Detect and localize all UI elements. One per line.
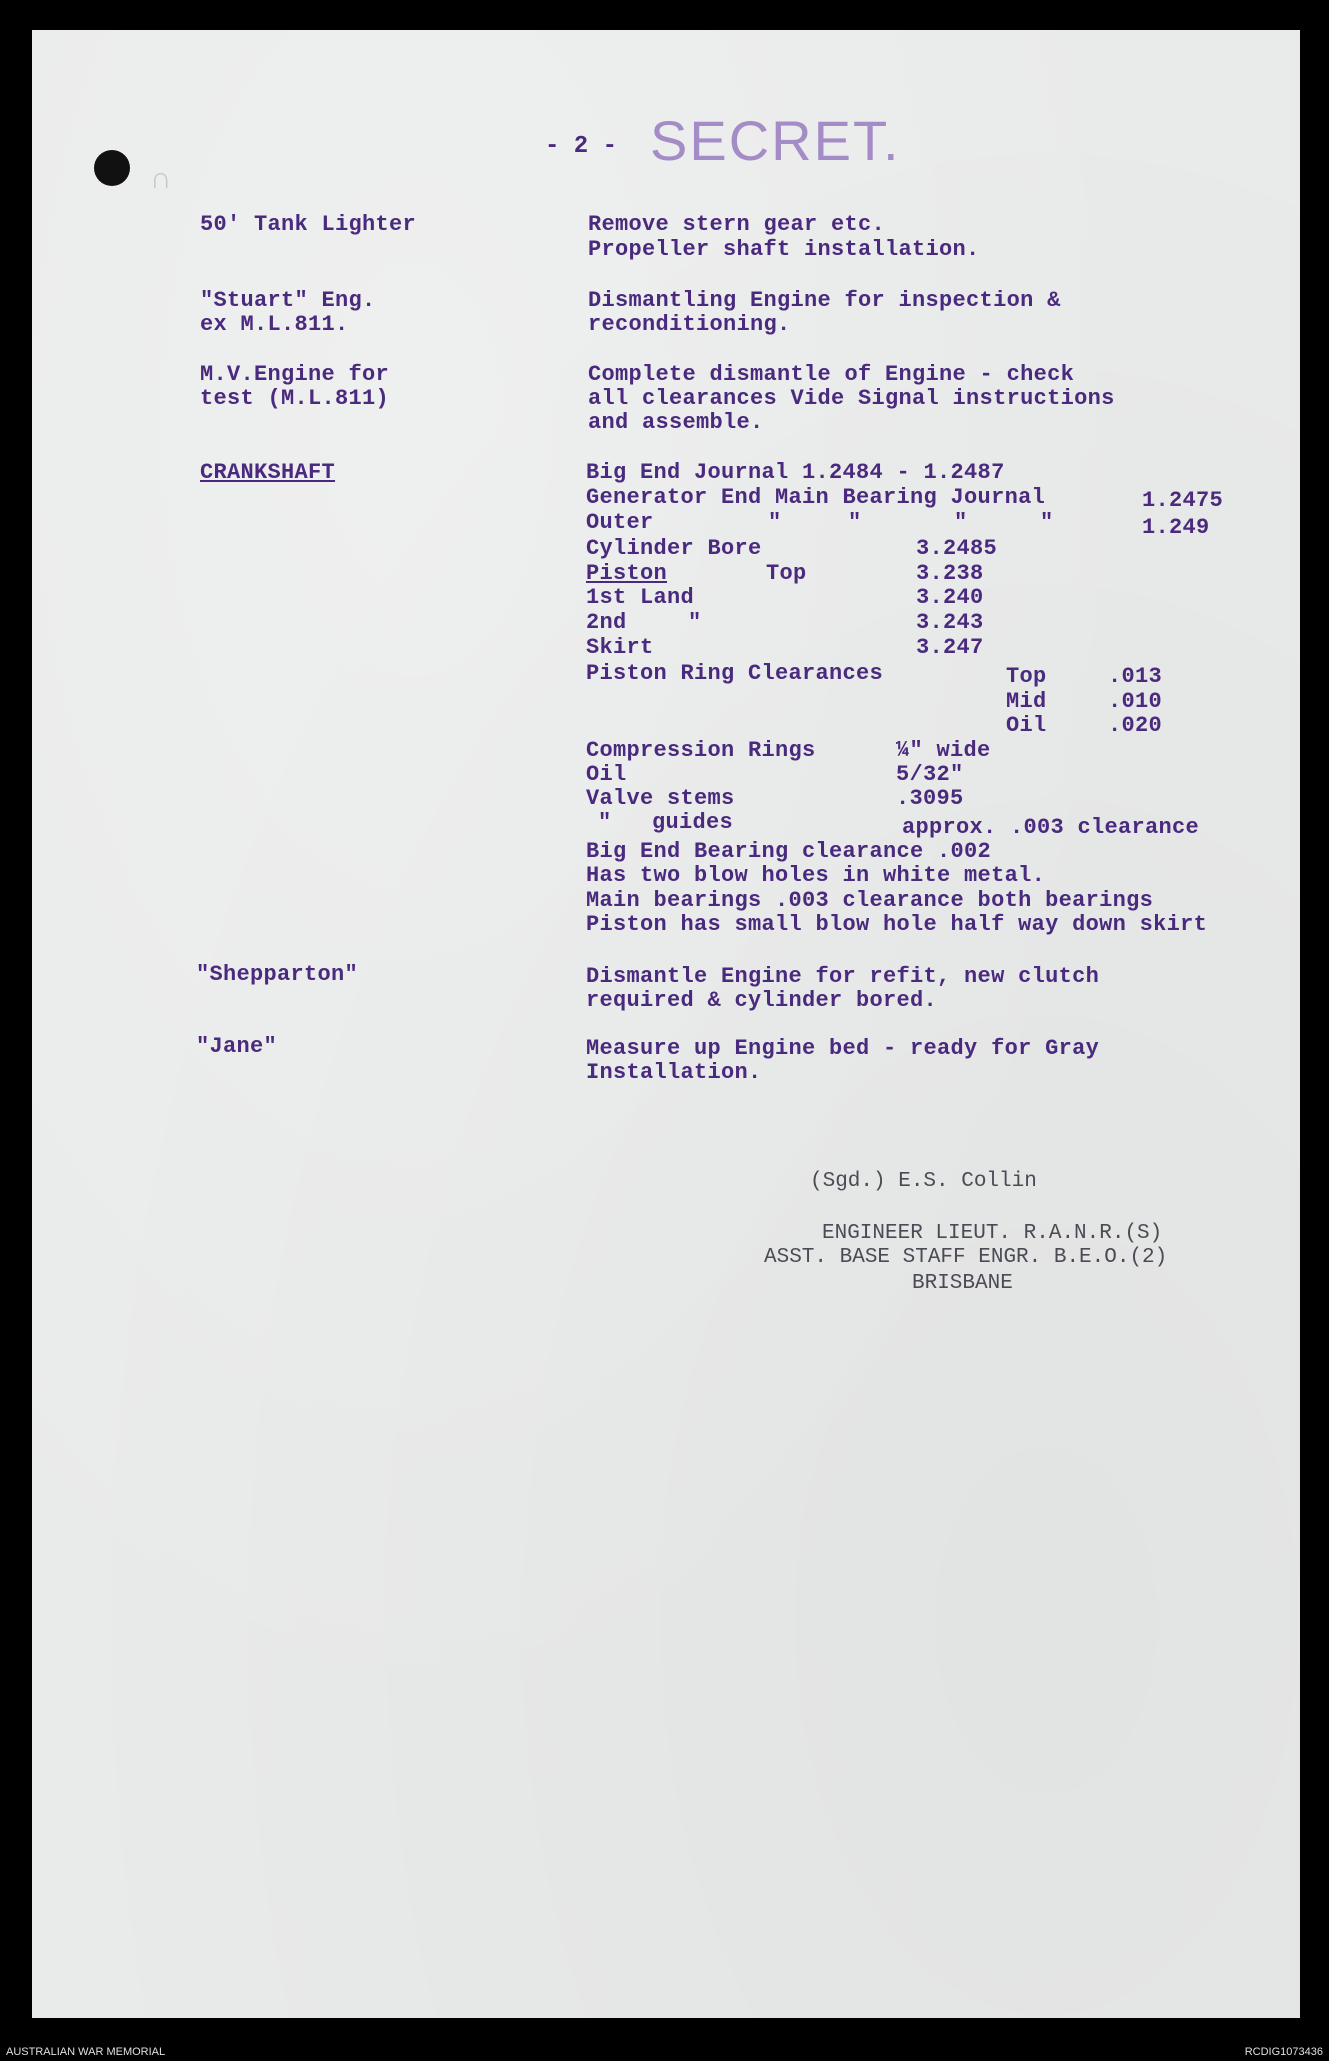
- cylinder-bore-value: 3.2485: [916, 536, 998, 561]
- note-line: Big End Bearing clearance .002: [586, 839, 992, 864]
- compression-rings-value: ¼" wide: [896, 738, 991, 763]
- item-label-mv-engine: M.V.Engine for: [200, 362, 390, 387]
- note-line: Main bearings .003 clearance both bearings: [586, 888, 1154, 913]
- item-label-stuart: ex M.L.811.: [200, 312, 349, 337]
- item-label-jane: "Jane": [196, 1034, 278, 1059]
- item-desc: Remove stern gear etc.: [588, 212, 886, 237]
- ring-top-value: .013: [1108, 664, 1163, 689]
- piston-top-label: Top: [766, 561, 807, 586]
- skirt-value: 3.247: [916, 635, 984, 660]
- item-desc: Measure up Engine bed - ready for Gray: [586, 1036, 1100, 1061]
- outer-label: Outer: [586, 510, 654, 535]
- ditto-mark: ": [954, 510, 968, 535]
- ring-top-label: Top: [1006, 664, 1047, 689]
- signed-by: (Sgd.) E.S. Collin: [810, 1170, 1037, 1193]
- item-label-shepparton: "Shepparton": [196, 962, 359, 987]
- valve-guides-label: " guides: [598, 810, 734, 835]
- ring-clearances-label: Piston Ring Clearances: [586, 661, 884, 686]
- generator-main-label: Generator End Main Bearing Journal: [586, 485, 1046, 510]
- signature-line: BRISBANE: [912, 1272, 1013, 1295]
- item-desc: Propeller shaft installation.: [588, 237, 980, 262]
- item-desc: required & cylinder bored.: [586, 988, 938, 1013]
- valve-stems-value: .3095: [896, 786, 964, 811]
- ditto-mark: ": [1040, 510, 1054, 535]
- ditto-mark: ": [848, 510, 862, 535]
- secret-stamp: SECRET.: [650, 109, 901, 172]
- item-desc: Dismantle Engine for refit, new clutch: [586, 964, 1100, 989]
- ring-mid-label: Mid: [1006, 689, 1047, 714]
- ring-mid-value: .010: [1108, 689, 1163, 714]
- first-land-label: 1st Land: [586, 585, 695, 610]
- item-label-stuart: "Stuart" Eng.: [200, 288, 376, 313]
- ditto-mark: ": [768, 510, 782, 535]
- item-desc: and assemble.: [588, 410, 764, 435]
- item-desc: Installation.: [586, 1060, 762, 1085]
- item-desc: Complete dismantle of Engine - check: [588, 362, 1075, 387]
- outer-value: 1.249: [1142, 515, 1210, 540]
- item-desc: all clearances Vide Signal instructions: [588, 386, 1115, 411]
- punch-hole: [94, 150, 130, 186]
- piston-top-value: 3.238: [916, 561, 984, 586]
- generator-main-value: 1.2475: [1142, 488, 1224, 513]
- ring-oil-value: .020: [1108, 713, 1163, 738]
- crankshaft-heading: CRANKSHAFT: [200, 460, 336, 485]
- second-land-value: 3.243: [916, 610, 984, 635]
- item-label-mv-engine: test (M.L.811): [200, 386, 390, 411]
- skirt-label: Skirt: [586, 635, 654, 660]
- note-line: Has two blow holes in white metal.: [586, 863, 1046, 888]
- item-label-tank-lighter: 50' Tank Lighter: [200, 212, 417, 237]
- second-land-label: 2nd: [586, 610, 627, 635]
- oil-value: 5/32": [896, 762, 964, 787]
- ring-oil-label: Oil: [1006, 713, 1047, 738]
- ditto-mark: ": [688, 610, 702, 635]
- compression-rings-label: Compression Rings: [586, 738, 816, 763]
- signature-line: ENGINEER LIEUT. R.A.N.R.(S): [822, 1222, 1163, 1245]
- footer-id: RCDIG1073436: [1244, 2046, 1323, 2058]
- item-desc: reconditioning.: [588, 312, 791, 337]
- valve-guides-value: approx. .003 clearance: [902, 815, 1200, 840]
- footer-source: AUSTRALIAN WAR MEMORIAL: [6, 2046, 166, 2058]
- oil-label: Oil: [586, 762, 627, 787]
- big-end-journal: Big End Journal 1.2484 - 1.2487: [586, 460, 1005, 485]
- stain-mark: ∩: [150, 162, 172, 195]
- item-desc: Dismantling Engine for inspection &: [588, 288, 1061, 313]
- piston-label: Piston: [586, 561, 668, 586]
- valve-stems-label: Valve stems: [586, 786, 735, 811]
- first-land-value: 3.240: [916, 585, 984, 610]
- cylinder-bore-label: Cylinder Bore: [586, 536, 762, 561]
- signature-line: ASST. BASE STAFF ENGR. B.E.O.(2): [764, 1246, 1168, 1269]
- page-number: - 2 -: [545, 133, 618, 160]
- note-line: Piston has small blow hole half way down skirt: [586, 912, 1208, 937]
